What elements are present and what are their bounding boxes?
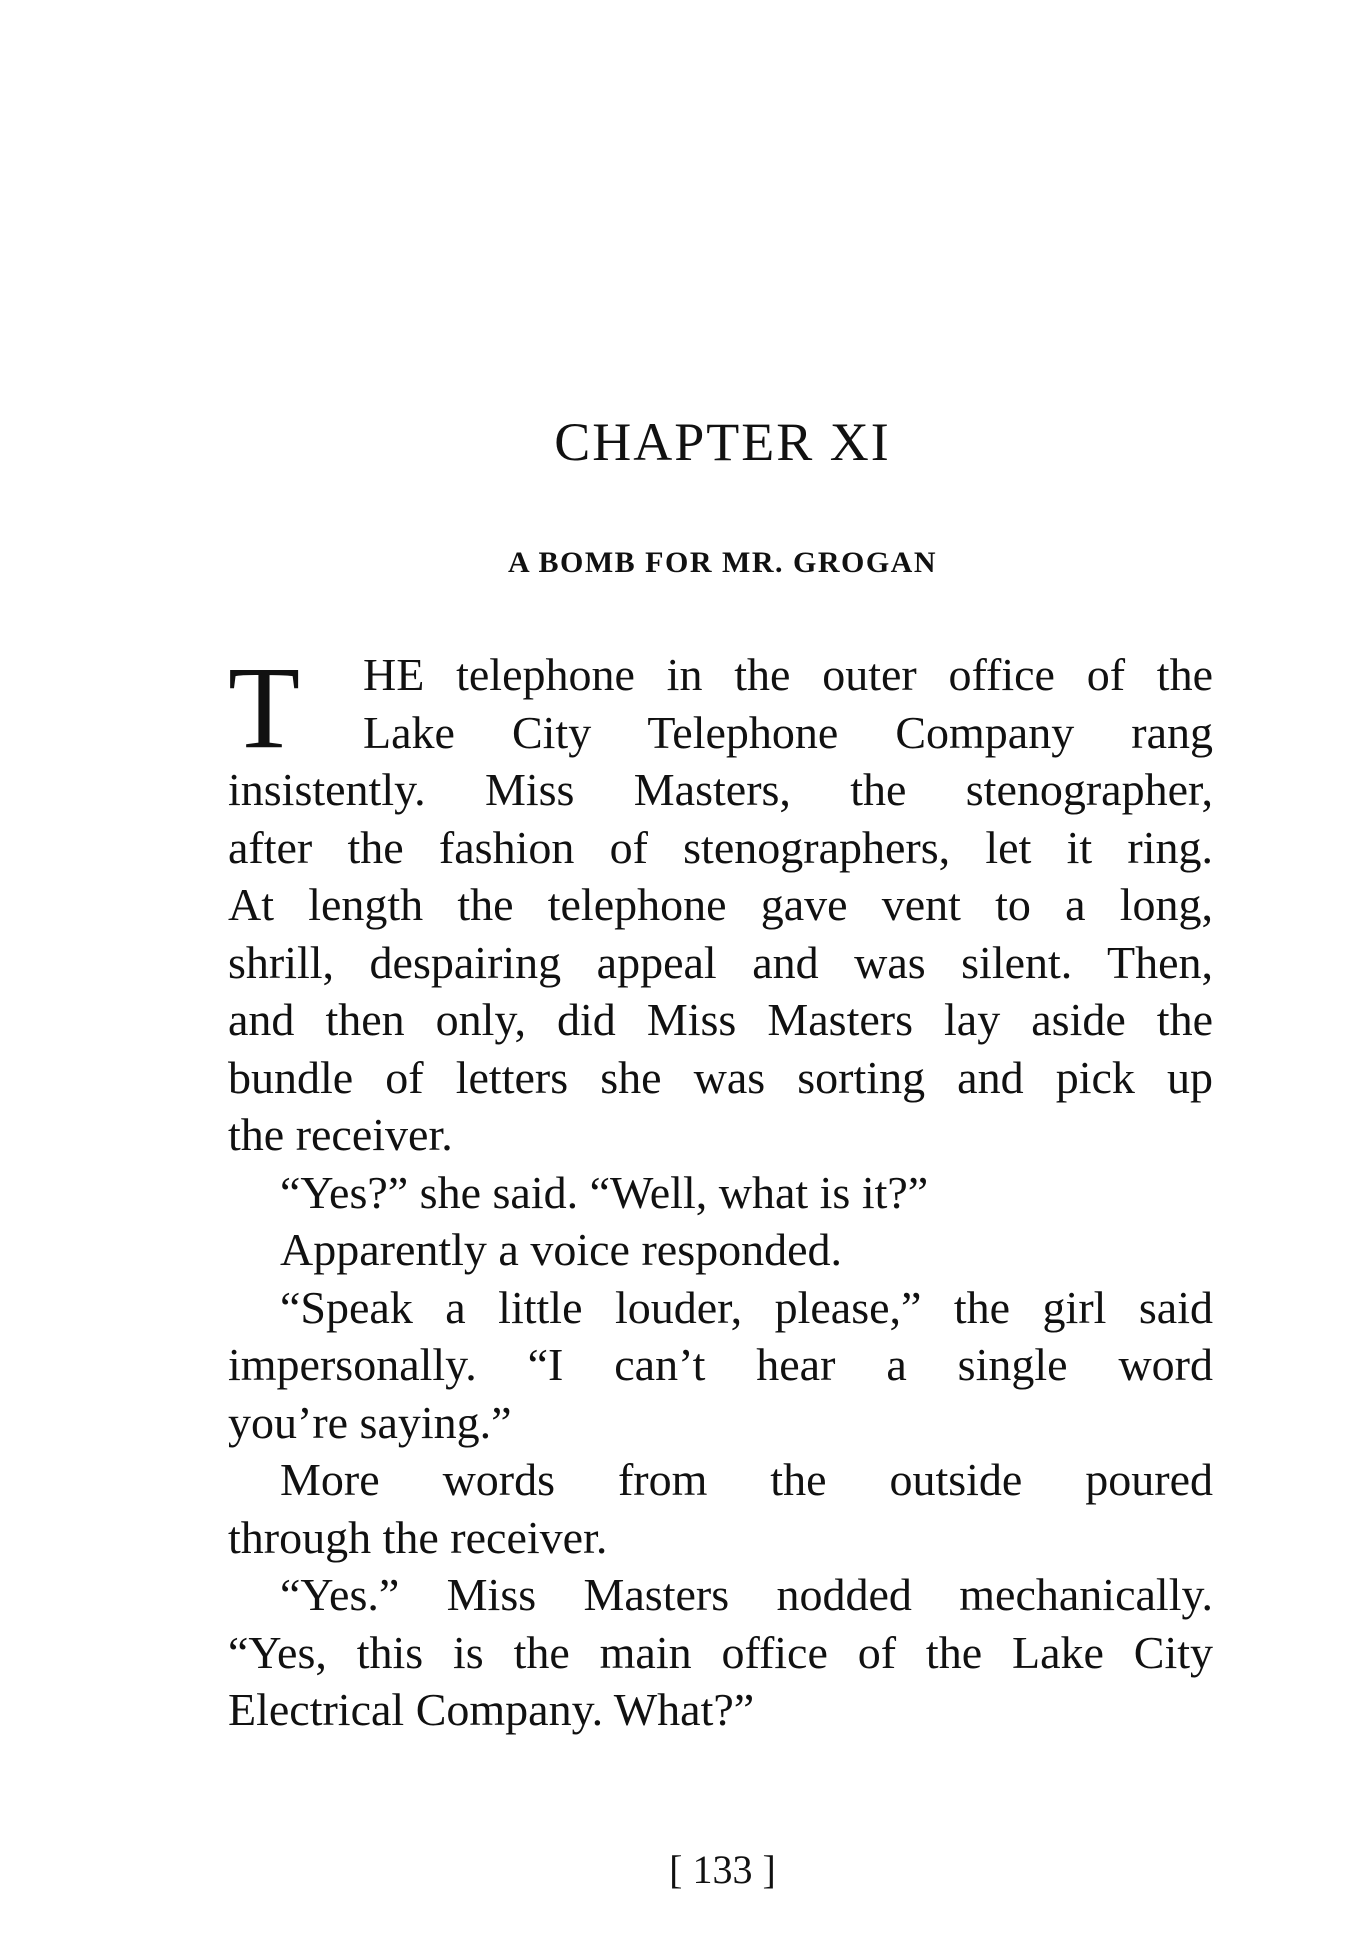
text-line: the receiver.	[228, 1109, 453, 1160]
text-line: “Yes?” she said. “Well, what is it?”	[280, 1166, 929, 1218]
opening-paragraph	[228, 642, 1213, 773]
text-line: shrill, despairing appeal and was silent. Then,	[228, 936, 1213, 988]
text-line: insistently. Miss Masters, the stenographer,	[228, 764, 1213, 815]
text-line: HE telephone in the outer office of the	[363, 649, 1213, 700]
text-line: At length the telephone gave vent to a long,	[228, 879, 1213, 930]
chapter-title: CHAPTER XI	[554, 412, 891, 472]
text-line: “Yes, this is the main office of the Lake City	[228, 1626, 1213, 1678]
text-line: impersonally. “I can’t hear a single word	[228, 1339, 1213, 1390]
chapter-subtitle: A BOMB FOR MR. GROGAN	[508, 546, 937, 579]
text-line: through the receiver.	[228, 1511, 608, 1563]
text-line: Apparently a voice responded.	[280, 1224, 843, 1275]
text-line: Lake City Telephone Company rang	[363, 706, 1213, 758]
drop-cap: T	[228, 642, 301, 773]
text-line: and then only, did Miss Masters lay aside the	[228, 994, 1213, 1045]
text-line: you’re saying.”	[228, 1396, 512, 1448]
chapter-body	[228, 642, 1213, 1739]
text-line: More words from the outside poured	[280, 1454, 1213, 1505]
text-line: “Yes.” Miss Masters nodded mechanically.	[280, 1569, 1213, 1620]
text-line: after the fashion of stenographers, let it ring.	[228, 821, 1213, 873]
text-line: Electrical Company. What?”	[228, 1684, 755, 1735]
page-number: [ 133 ]	[669, 1847, 776, 1892]
text-line: “Speak a little louder, please,” the girl said	[280, 1281, 1213, 1333]
text-line: bundle of letters she was sorting and pick up	[228, 1051, 1213, 1103]
